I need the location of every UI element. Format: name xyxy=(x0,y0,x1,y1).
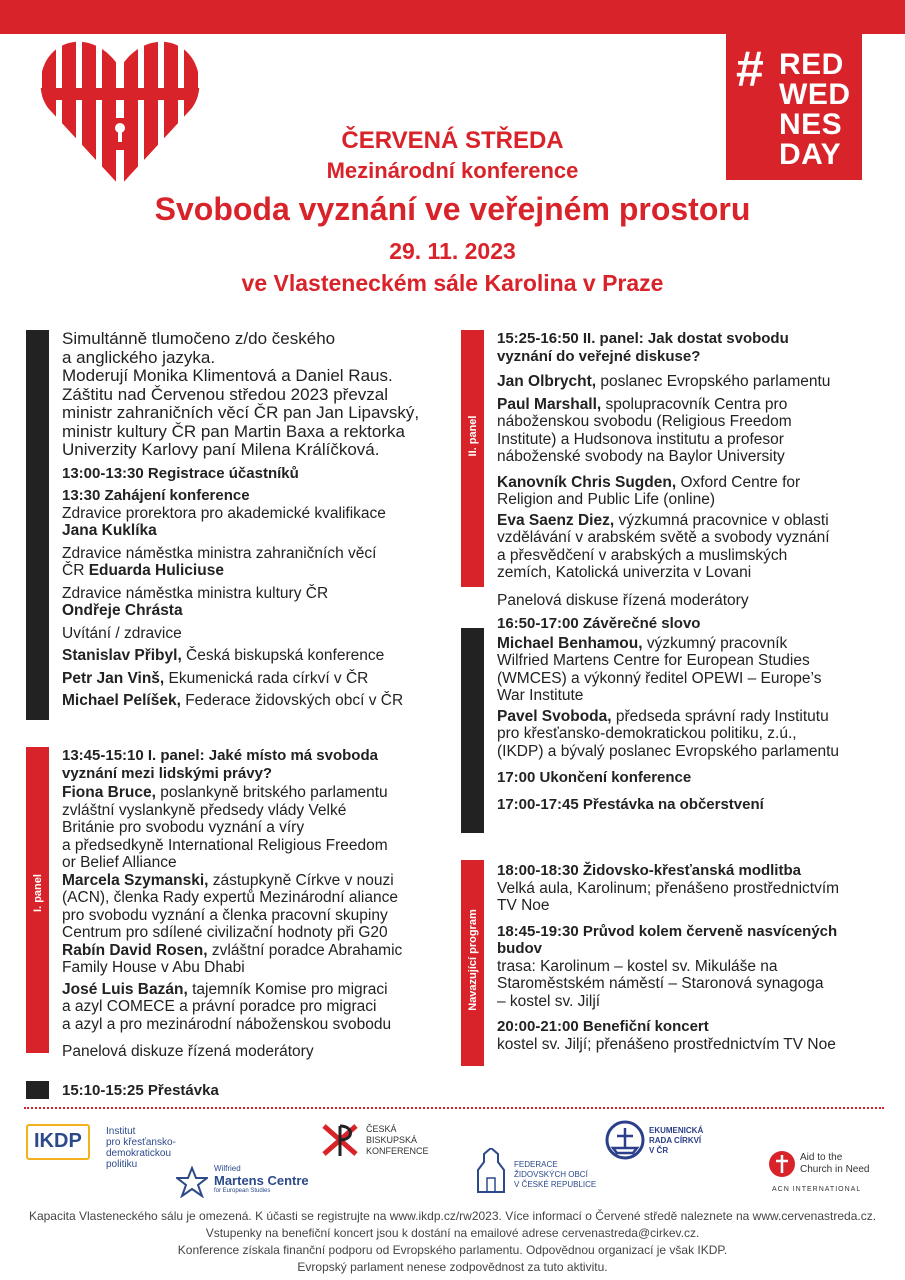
fzo-logo xyxy=(474,1148,634,1196)
sponsor-text: RADA CÍRKVÍ xyxy=(649,1136,702,1145)
speaker-name: Fiona Bruce, xyxy=(62,784,156,801)
speaker-role: náboženské svobody na Baylor University xyxy=(497,448,785,465)
panel2-heading: vyznání do veřejné diskuse? xyxy=(497,347,701,365)
moderated-note: Panelová diskuze řízená moderátory xyxy=(62,1043,314,1060)
speaker-name: Jan Olbrycht, xyxy=(497,373,597,390)
wmc-big: Martens Centre xyxy=(214,1173,309,1188)
speaker-role: War Institute xyxy=(497,687,584,704)
sponsor-text: Institut xyxy=(106,1126,136,1137)
followup-column xyxy=(497,862,902,1053)
sponsor-text: BISKUPSKÁ xyxy=(366,1135,418,1145)
speaker-role: pro svobodu vyznání a členka pracovní skupiny xyxy=(62,906,388,924)
event-venue: ve Vlasteneckém sále Karolina v Praze xyxy=(241,270,664,296)
followup-label: Navazující program xyxy=(467,909,479,1011)
speaker-role: zvláštní vyslankyně předsedy vlády Velké xyxy=(62,801,347,819)
event-date: 29. 11. 2023 xyxy=(389,238,516,264)
wmc-logo xyxy=(176,1164,326,1200)
concert-heading: 20:00-21:00 Benefiční koncert xyxy=(497,1018,709,1035)
speaker-role: tajemník Komise pro migraci xyxy=(187,980,388,998)
greeting-name: Ondřeje Chrásta xyxy=(62,602,183,619)
sponsor-text: KONFERENCE xyxy=(366,1146,429,1156)
speaker-name: Michael Pelíšek, xyxy=(62,692,181,709)
sponsor-text: FEDERACE xyxy=(514,1160,558,1169)
end-time: 17:00 Ukončení konference xyxy=(497,769,692,786)
sponsor-text: ŽIDOVSKÝCH OBCÍ xyxy=(514,1170,588,1179)
concert-text: kostel sv. Jiljí; přenášeno prostřednictvím TV Noe xyxy=(497,1035,836,1053)
speaker-role: spolupracovník Centra pro xyxy=(601,395,788,413)
speaker-role: Británie pro svobodu vyznání a víry xyxy=(62,819,305,836)
intro-line: a anglického jazyka. xyxy=(62,347,216,367)
speaker-role: (ACN), členka Rady expertů Mezinárodní aliance xyxy=(62,889,398,906)
intro-line: ministr zahraničních věcí ČR pan Jan Lipavský, xyxy=(62,403,420,422)
star-icon xyxy=(176,1166,208,1198)
procession-heading: budov xyxy=(497,940,542,957)
greeting-name: Eduarda Huliciuse xyxy=(88,562,224,579)
closing-heading: 16:50-17:00 Závěrečné slovo xyxy=(497,615,701,632)
panel1-label: I. panel xyxy=(32,874,44,912)
speaker-name: Eva Saenz Diez, xyxy=(497,511,615,529)
closing-sidebar xyxy=(461,628,484,833)
break-sidebar xyxy=(26,1081,49,1099)
cbk-logo xyxy=(320,1122,460,1162)
footer xyxy=(0,1208,905,1276)
speaker-role: Federace židovských obcí v ČR xyxy=(180,692,404,709)
panel2-heading: 15:25-16:50 II. panel: Jak dostat svobodu xyxy=(497,330,789,347)
speaker-role: (WMCES) a výkonný ředitel OPEWI – Europe’s xyxy=(497,669,822,687)
greeting-text: Zdravice prorektora pro akademické kvalifikace xyxy=(62,504,386,522)
break-time: 15:10-15:25 Přestávka xyxy=(62,1082,219,1099)
speaker-role: předseda správní rady Institutu xyxy=(611,707,829,725)
speaker-role: a přesvědčení v arabských a muslimských xyxy=(497,546,788,564)
procession-text: Staroměstském náměstí – Staronová synagoga xyxy=(497,975,824,992)
speaker-name: Rabín David Rosen, xyxy=(62,941,208,959)
speaker-role: Oxford Centre for xyxy=(676,473,801,491)
sponsor-text: Aid to the xyxy=(800,1152,843,1163)
footer-line: Vstupenky na benefiční koncert jsou k dostání na emailové adrese cervenastreda@cirkev.cz. xyxy=(205,1226,700,1240)
speaker-role: Religion and Public Life (online) xyxy=(497,491,715,508)
panel1-heading: 13:45-15:10 I. panel: Jaké místo má svoboda xyxy=(62,747,378,764)
speaker-role: or Belief Alliance xyxy=(62,854,177,871)
speaker-role: a azyl a pro mezinárodní náboženskou svobodu xyxy=(62,1015,392,1033)
speaker-role: zvláštní poradce Abrahamic xyxy=(207,941,403,959)
speaker-name: José Luis Bazán, xyxy=(62,980,188,998)
break-block xyxy=(62,1082,454,1100)
sponsor-text: V ČESKÉ REPUBLICE xyxy=(514,1180,597,1189)
synagogue-icon xyxy=(474,1148,508,1194)
sponsor-text: V ČR xyxy=(649,1146,669,1155)
left-column xyxy=(62,330,454,710)
panel2-label: II. panel xyxy=(467,415,479,457)
badge-word: DAY xyxy=(779,138,842,171)
badge-word: WED xyxy=(779,78,851,111)
speaker-role: poslanec Evropského parlamentu xyxy=(596,373,831,390)
speaker-role: pro křesťansko-demokratickou politiku, z.ú., xyxy=(497,725,797,742)
panel1-heading: vyznání mezi lidskými právy? xyxy=(62,764,273,782)
registration-time: 13:00-13:30 Registrace účastníků xyxy=(62,464,299,482)
speaker-role: Family House v Abu Dhabi xyxy=(62,959,245,976)
greeting-text: Zdravice náměstka ministra zahraničních věcí xyxy=(62,544,377,562)
footer-line: Kapacita Vlasteneckého sálu je omezená. K účasti se registrujte na www.ikdp.cz/rw2023. Více informací o Červené středě naleznete na www.cervenastreda.cz. xyxy=(28,1209,877,1223)
panel2-sidebar xyxy=(461,330,484,587)
moderated-note: Panelová diskuse řízená moderátory xyxy=(497,591,749,609)
intro-block xyxy=(62,330,454,460)
speaker-role: zemích, Katolická univerzita v Lovani xyxy=(497,564,752,581)
sponsor-text: politiku xyxy=(106,1159,138,1170)
speaker-name: Kanovník Chris Sugden, xyxy=(497,473,677,491)
greeting-text: ČR xyxy=(62,562,85,579)
speaker-role: Ekumenická rada církví v ČR xyxy=(164,669,369,687)
speaker-name: Stanislav Přibyl, xyxy=(62,647,182,664)
speaker-role: Institute) a Hudsonova institutu a profesor xyxy=(497,430,784,448)
right-column xyxy=(497,330,897,813)
greeting-name: Jana Kuklíka xyxy=(62,522,157,539)
footer-line: Evropský parlament nenese zodpovědnost za tuto aktivitu. xyxy=(297,1260,608,1274)
sponsor-text: EKUMENICKÁ xyxy=(649,1126,704,1135)
followup-sidebar xyxy=(461,860,484,1066)
acn-cross-icon xyxy=(768,1150,796,1178)
panel1-column xyxy=(62,747,454,1061)
wmc-sub: for European Studies xyxy=(214,1188,271,1194)
badge-word: NES xyxy=(779,108,843,141)
speaker-name: Paul Marshall, xyxy=(497,395,602,413)
footer-line: Konference získala finanční podporu od Evropského parlamentu. Odpovědnou organizací je však IKDP. xyxy=(177,1243,728,1257)
speaker-role: výzkumný pracovník xyxy=(642,634,788,652)
speaker-name: Petr Jan Vinš, xyxy=(62,669,165,687)
wmc-small: Wilfried xyxy=(214,1164,241,1173)
sponsor-text: Church in Need xyxy=(800,1164,870,1175)
speaker-name: Marcela Szymanski, xyxy=(62,871,209,889)
badge-word: RED xyxy=(779,48,844,81)
speaker-role: vzdělávání v arabském světě a svobody vyznání xyxy=(497,529,830,546)
speaker-name: Pavel Svoboda, xyxy=(497,707,612,725)
acn-logo xyxy=(768,1150,898,1196)
speaker-role: (IKDP) a bývalý poslanec Evropského parlamentu xyxy=(497,742,840,760)
speaker-role: poslankyně britského parlamentu xyxy=(155,784,388,801)
procession-text: – kostel sv. Jiljí xyxy=(497,992,601,1010)
opening-time: 13:30 Zahájení konference xyxy=(62,487,250,504)
speaker-role: Wilfried Martens Centre for European Studies xyxy=(497,652,810,669)
prayer-text: Velká aula, Karolinum; přenášeno prostřednictvím xyxy=(497,879,840,897)
intro-line: Moderují Monika Klimentová a Daniel Raus. xyxy=(62,366,393,385)
greeting-text: Zdravice náměstka ministra kultury ČR xyxy=(62,584,329,602)
conference-title: Svoboda vyznání ve veřejném prostoru xyxy=(154,191,751,227)
sponsor-text: pro křesťansko-demokratickou xyxy=(106,1137,176,1159)
speaker-role: Česká biskupská konference xyxy=(181,647,385,664)
prayer-heading: 18:00-18:30 Židovsko-křesťanská modlitba xyxy=(497,862,801,879)
event-type: Mezinárodní konference xyxy=(326,158,579,183)
speaker-role: náboženskou svobodu (Religious Freedom xyxy=(497,413,792,430)
intro-sidebar xyxy=(26,330,49,720)
procession-text: trasa: Karolinum – kostel sv. Mikuláše na xyxy=(497,957,778,975)
intro-line: Záštitu nad Červenou středou 2023 převzal xyxy=(62,384,389,404)
welcome-heading: Uvítání / zdravice xyxy=(62,624,182,642)
chi-rho-icon xyxy=(320,1122,360,1158)
intro-line: Simultánně tlumočeno z/do českého xyxy=(62,329,336,348)
speaker-role: výzkumná pracovnice v oblasti xyxy=(614,511,829,529)
acn-sub: ACN INTERNATIONAL xyxy=(772,1186,862,1193)
badge-hash: # xyxy=(736,41,764,97)
prayer-text: TV Noe xyxy=(497,897,550,914)
speaker-role: Centrum pro sdílené civilizační hodnoty při G20 xyxy=(62,924,388,941)
org-title: ČERVENÁ STŘEDA xyxy=(341,127,564,154)
intro-line: ministr kultury ČR pan Martin Baxa a rektorka xyxy=(62,421,405,441)
speaker-role: a předsedkyně International Religious Freedom xyxy=(62,836,388,854)
panel1-sidebar xyxy=(26,747,49,1053)
ikdp-logo-text: IKDP xyxy=(34,1130,82,1152)
procession-heading: 18:45-19:30 Průvod kolem červeně nasvícených xyxy=(497,922,838,940)
dotted-divider xyxy=(24,1107,884,1109)
intro-line: Univerzity Karlovy paní Milena Králíčková. xyxy=(62,440,380,459)
speaker-role: a azyl COMECE a právní poradce pro migraci xyxy=(62,998,377,1015)
speaker-role: zástupkyně Církve v nouzi xyxy=(208,871,394,889)
speaker-name: Michael Benhamou, xyxy=(497,634,643,652)
refreshment-time: 17:00-17:45 Přestávka na občerstvení xyxy=(497,795,764,813)
sponsor-text: ČESKÁ xyxy=(366,1124,397,1134)
